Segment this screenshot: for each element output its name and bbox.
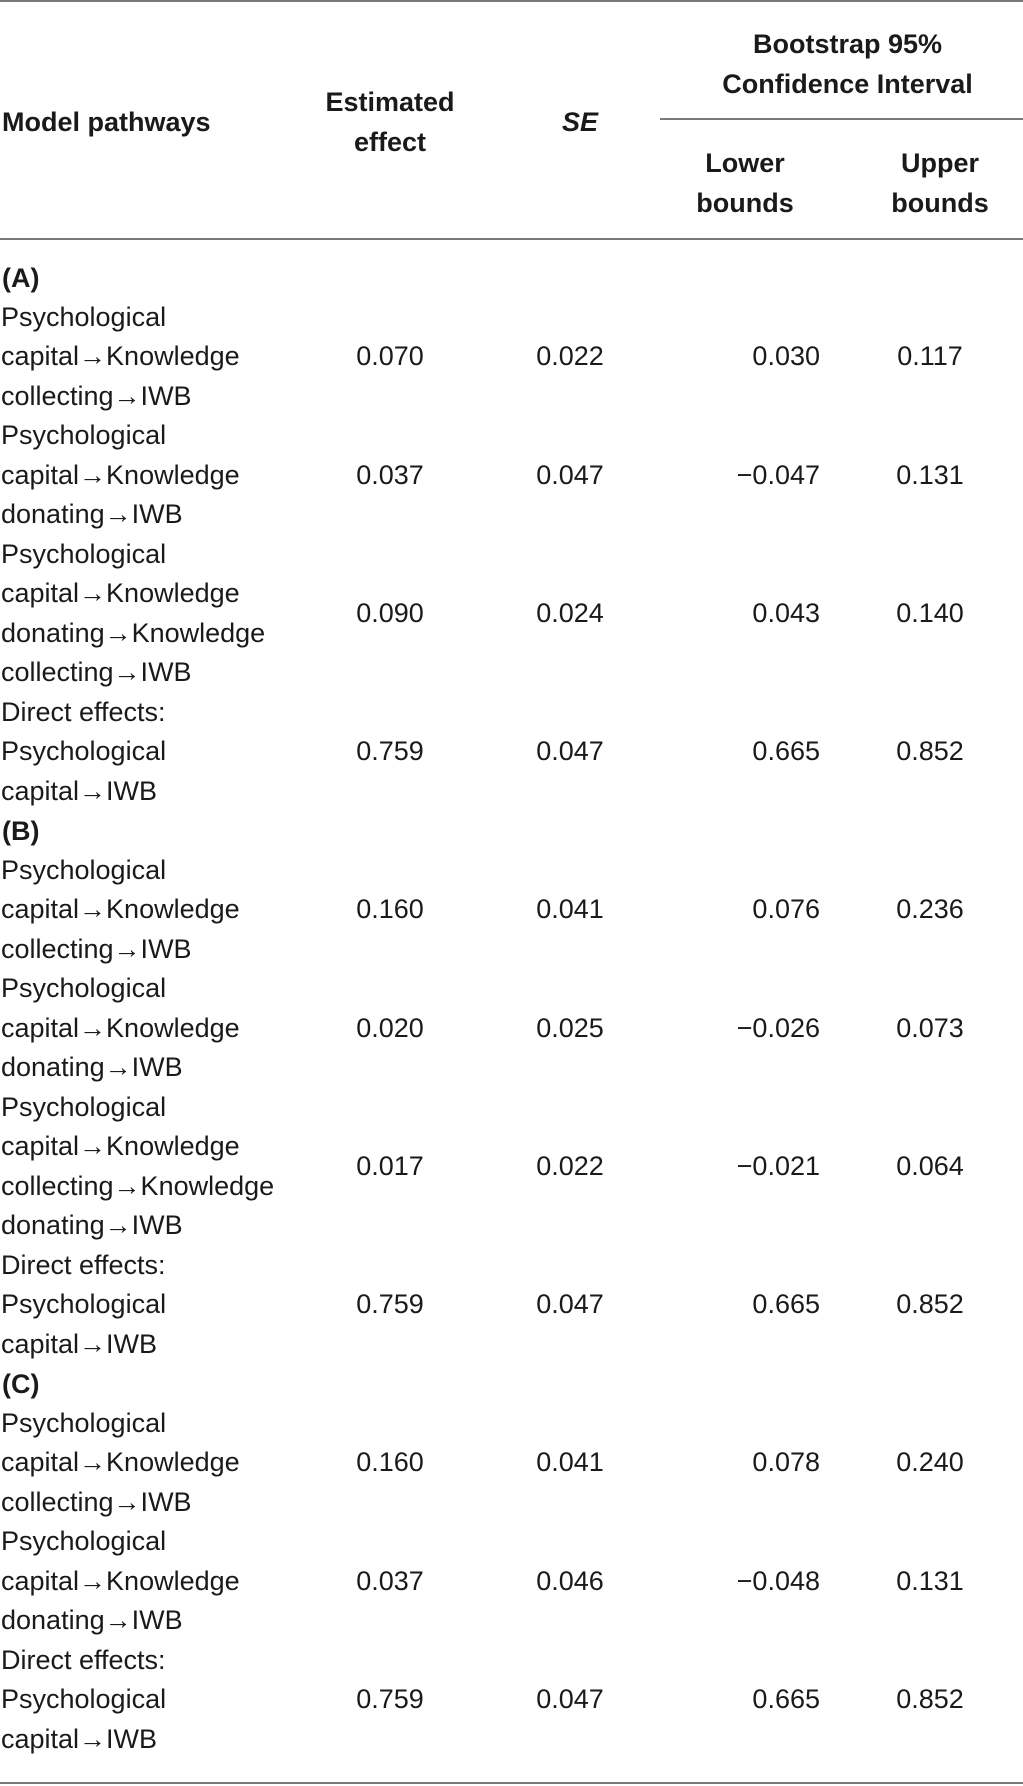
se-cell: 0.022 [536,1150,604,1181]
pathway-cell: Psychological capital→Knowledge collecting→IWB [1,1407,240,1517]
se-cell: 0.046 [536,1565,604,1596]
upper-bound-cell: 0.064 [896,1150,964,1181]
pathway-cell: Psychological capital→Knowledge donating→IWB [1,1526,240,1635]
lower-bound-cell: −0.021 [736,1150,820,1181]
table-row [0,1088,1023,1246]
upper-bound-cell: 0.240 [896,1447,964,1477]
lower-bound-cell: 0.078 [752,1447,820,1477]
section-label: (B) [2,816,40,846]
estimated-effect-cell: 0.037 [356,459,424,490]
estimated-effect-cell: 0.160 [356,1447,424,1477]
pathway-cell: Psychological capital→Knowledge collecting→IWB [1,854,240,964]
lower-bound-cell: −0.047 [736,459,820,490]
se-cell: 0.022 [536,341,604,371]
se-cell: 0.047 [536,1684,604,1714]
table-row [0,1522,1023,1641]
pathway-cell: Psychological capital→Knowledge donating→IWB [1,973,240,1082]
pathway-cell: Direct effects: Psychological capital→IWB [1,696,167,806]
lower-bound-cell: 0.030 [752,341,820,371]
lower-bound-cell: −0.026 [736,1012,820,1043]
pathway-cell: Psychological capital→Knowledge collecting→Knowledge donating→IWB [1,1091,275,1240]
estimated-effect-cell: 0.759 [356,736,424,766]
upper-bound-cell: 0.073 [896,1012,964,1043]
lower-bound-cell: 0.665 [752,1684,820,1714]
table-row [0,693,1023,812]
estimated-effect-cell: 0.017 [356,1150,424,1181]
table-row [0,416,1023,535]
pathway-cell: Psychological capital→Knowledge collecting→IWB [1,301,240,411]
header-bottom-rule [0,238,1023,240]
upper-bound-cell: 0.140 [896,597,964,628]
upper-bound-cell: 0.852 [896,1684,964,1714]
pathway-cell: Direct effects: Psychological capital→IWB [1,1249,167,1359]
estimated-effect-cell: 0.020 [356,1012,424,1043]
pathway-cell: Psychological capital→Knowledge donating→IWB [1,420,240,529]
lower-bound-cell: 0.076 [752,894,820,924]
header-model-pathways: Model pathways [2,107,211,137]
table-row [0,1404,1023,1523]
table-row [0,969,1023,1088]
table-top-rule [0,0,1023,2]
bootstrap-span-rule [660,118,1023,120]
section-label: (C) [2,1369,40,1399]
lower-bound-cell: 0.043 [752,597,820,628]
header-bootstrap-ci: Bootstrap 95% Confidence Interval [722,29,973,99]
header-lower-bounds: Lower bounds [696,148,794,218]
upper-bound-cell: 0.852 [896,1289,964,1319]
header-se: SE [561,107,599,137]
se-cell: 0.024 [536,597,604,628]
se-cell: 0.025 [536,1012,604,1043]
lower-bound-cell: −0.048 [736,1565,820,1596]
upper-bound-cell: 0.236 [896,894,964,924]
estimated-effect-cell: 0.037 [356,1565,424,1596]
table-bottom-rule [0,1782,1023,1784]
upper-bound-cell: 0.131 [896,1565,964,1596]
table-row [0,298,1023,417]
lower-bound-cell: 0.665 [752,1289,820,1319]
table-row [0,1246,1023,1365]
se-cell: 0.041 [536,894,604,924]
table-row [0,535,1023,693]
se-cell: 0.047 [536,459,604,490]
estimated-effect-cell: 0.759 [356,1684,424,1714]
upper-bound-cell: 0.131 [896,459,964,490]
estimated-effect-cell: 0.759 [356,1289,424,1319]
se-cell: 0.047 [536,1289,604,1319]
se-cell: 0.047 [536,736,604,766]
estimated-effect-cell: 0.090 [356,597,424,628]
estimated-effect-cell: 0.070 [356,341,424,371]
upper-bound-cell: 0.852 [896,736,964,766]
section-label: (A) [2,263,40,293]
header-estimated-effect: Estimated effect [325,87,455,157]
table-row [0,851,1023,970]
table-row [0,1641,1023,1760]
se-cell: 0.041 [536,1447,604,1477]
upper-bound-cell: 0.117 [897,341,963,371]
lower-bound-cell: 0.665 [752,736,820,766]
pathway-cell: Direct effects: Psychological capital→IWB [1,1644,167,1754]
estimated-effect-cell: 0.160 [356,894,424,924]
header-upper-bounds: Upper bounds [891,148,989,218]
pathway-cell: Psychological capital→Knowledge donating→Knowledge collecting→IWB [1,538,266,687]
